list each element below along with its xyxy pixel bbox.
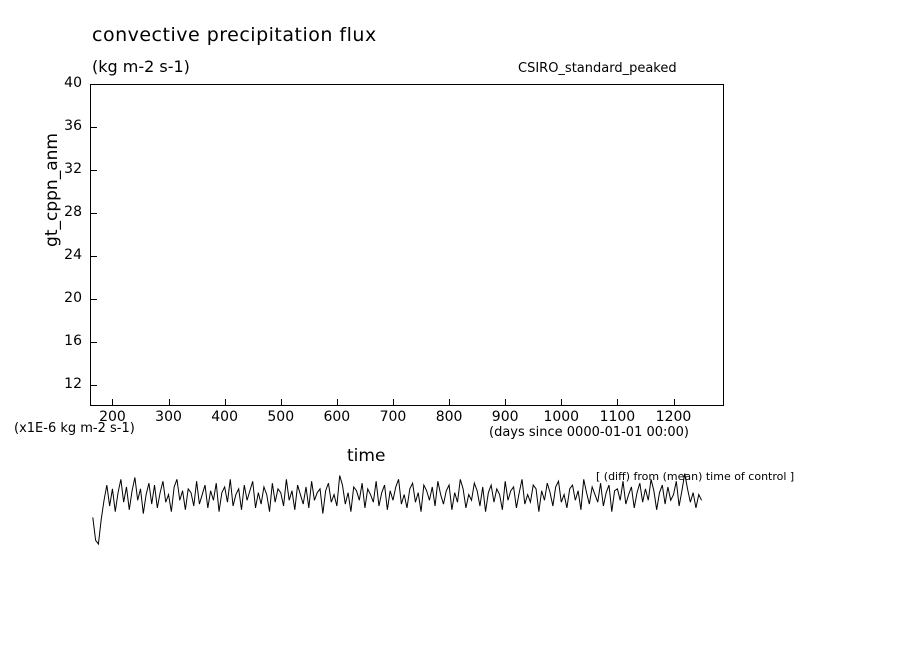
y-tick-label: 32 xyxy=(64,160,82,177)
x-tick-mark xyxy=(393,399,394,406)
x-tick-label: 200 xyxy=(99,409,126,425)
x-axis-note: (days since 0000-01-01 00:00) xyxy=(489,425,690,440)
y-tick-label: 20 xyxy=(64,289,82,306)
y-tick-mark xyxy=(90,385,97,386)
main-plot-area xyxy=(90,84,724,406)
y-tick-label: 40 xyxy=(64,75,82,91)
y-tick-label: 24 xyxy=(64,246,82,263)
x-tick-label: 500 xyxy=(267,409,295,425)
y-tick-mark xyxy=(90,342,97,343)
y-tick-label: 12 xyxy=(64,375,82,392)
y-axis-label: gt_cppn_anm xyxy=(42,133,62,247)
x-tick-label: 1100 xyxy=(599,409,636,425)
x-tick-mark xyxy=(505,399,506,406)
x-tick-label: 800 xyxy=(435,409,463,425)
y-tick-mark xyxy=(90,127,97,128)
x-tick-mark xyxy=(281,399,282,406)
x-tick-mark xyxy=(112,399,113,406)
x-tick-label: 300 xyxy=(155,409,182,425)
y-tick-label: 16 xyxy=(64,332,82,349)
y-tick-mark xyxy=(90,256,97,257)
x-axis-label: time xyxy=(347,446,386,466)
x-tick-mark xyxy=(617,399,618,406)
x-tick-label: 1200 xyxy=(655,409,692,425)
sub-panel-note: [ (diff) from (mean) time of control ] xyxy=(596,470,795,483)
sub-panel-units-label: (x1E-6 kg m-2 s-1) xyxy=(14,421,135,436)
y-tick-mark xyxy=(90,84,97,85)
units-label: (kg m-2 s-1) xyxy=(92,57,190,76)
x-tick-mark xyxy=(225,399,226,406)
x-tick-mark xyxy=(337,399,338,406)
x-tick-mark xyxy=(169,399,170,406)
x-tick-label: 400 xyxy=(211,409,238,425)
x-tick-mark xyxy=(449,399,450,406)
run-label: CSIRO_standard_peaked xyxy=(518,61,677,76)
y-tick-mark xyxy=(90,213,97,214)
page-title: convective precipitation flux xyxy=(92,24,377,46)
x-tick-label: 1000 xyxy=(543,409,580,425)
y-tick-label: 36 xyxy=(64,117,82,134)
y-tick-label: 28 xyxy=(64,203,82,220)
x-tick-mark xyxy=(561,399,562,406)
x-tick-label: 900 xyxy=(491,409,519,425)
x-tick-mark xyxy=(674,399,675,406)
y-tick-mark xyxy=(90,299,97,300)
x-tick-label: 600 xyxy=(323,409,351,425)
x-tick-label: 700 xyxy=(379,409,407,425)
y-tick-mark xyxy=(90,170,97,171)
